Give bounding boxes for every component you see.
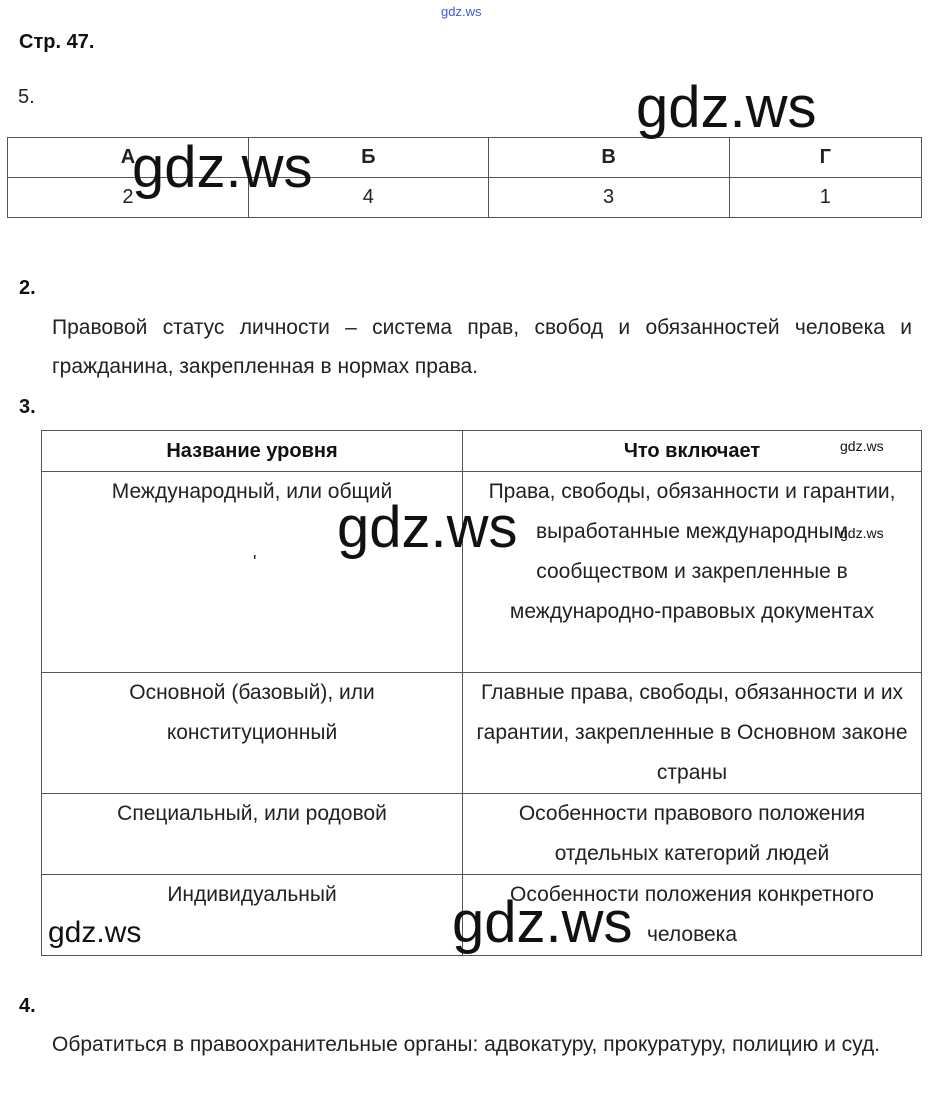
level-cell: Специальный, или родовой [42,794,463,875]
level-cell: Индивидуальный [42,875,463,956]
level-cell: Международный, или общий [42,472,463,673]
stray-mark: ʹ [253,552,257,572]
header-cell: Г [729,138,921,178]
watermark-large: gdz.ws [337,495,518,560]
header-cell: Б [248,138,488,178]
task5-label: 5. [18,86,35,108]
value-cell: 2 [8,178,249,218]
task2-answer-text: Правовой статус личности – система прав, свобод и обязанностей человека и гражданина, закрепленная в нормах права. [52,316,912,378]
watermark-small: gdz.ws [840,525,884,541]
table-row [42,794,922,875]
table-header-row [42,431,922,472]
watermark-medium: gdz.ws [48,916,142,949]
watermark-large: gdz.ws [452,890,633,955]
task4-label: 4. [19,995,36,1017]
task3-label: 3. [19,396,36,418]
watermark-small: gdz.ws [840,438,884,454]
header-cell: В [488,138,729,178]
includes-cell: Особенности правового положения отдельных категорий людей [463,794,922,875]
page-title: Стр. 47. [19,31,95,53]
watermark-large: gdz.ws [636,75,817,140]
value-cell: 1 [729,178,921,218]
value-cell: 4 [248,178,488,218]
includes-cell: Права, свободы, обязанности и гарантии, выработанные международным сообществом и закрепленные в международно-правовых документах [463,472,922,673]
watermark-large: gdz.ws [132,135,313,200]
header-cell: А [8,138,249,178]
col-header-level-name: Название уровня [42,431,463,472]
table-row [42,673,922,794]
includes-cell: Главные права, свободы, обязанности и их гарантии, закрепленные в Основном законе страны [463,673,922,794]
col-header-includes: Что включает [463,431,922,472]
level-cell: Основной (базовый), или конституционный [42,673,463,794]
task2-label: 2. [19,277,36,299]
watermark-top: gdz.ws [441,4,482,19]
task4-answer-text: Обратиться в правоохранительные органы: адвокатуру, прокуратуру, полицию и суд. [52,1033,881,1056]
includes-cell: Особенности положения конкретного человека [463,875,922,956]
value-cell: 3 [488,178,729,218]
